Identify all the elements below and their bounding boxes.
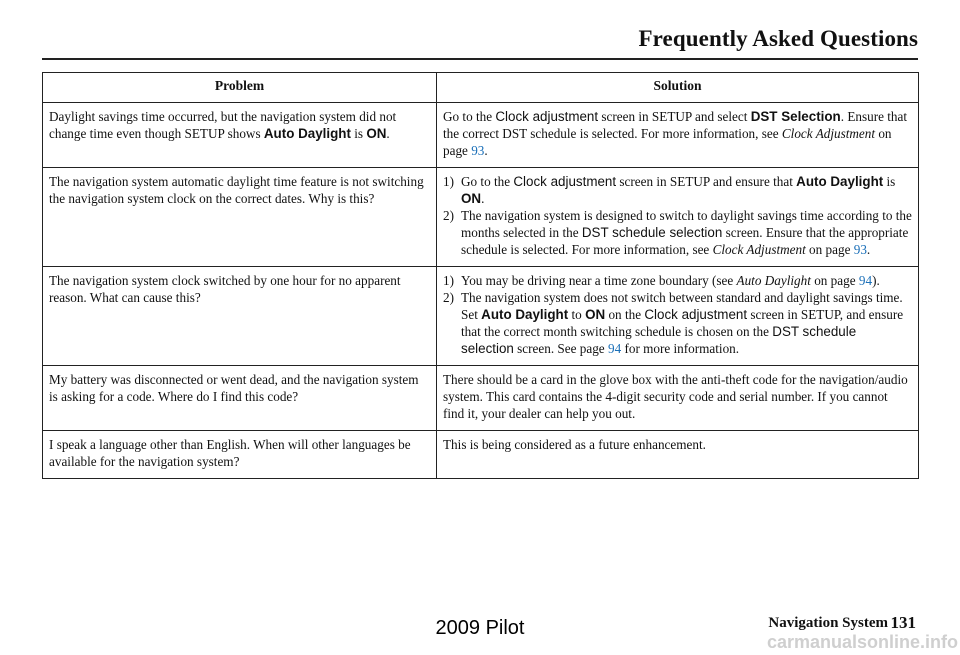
ui-term: Auto Daylight bbox=[481, 307, 569, 322]
table-row bbox=[43, 168, 919, 267]
model-watermark: 2009 Pilot bbox=[435, 617, 525, 639]
ui-term: ON bbox=[585, 307, 606, 322]
ui-term: Auto Daylight bbox=[263, 126, 351, 141]
ui-term: ON bbox=[366, 126, 387, 141]
column-header-solution: Solution bbox=[437, 73, 919, 103]
ui-term: DST schedule selection bbox=[581, 225, 723, 240]
problem-text: is bbox=[350, 126, 367, 141]
solution-text: ). bbox=[872, 273, 880, 288]
footer-section-label: Navigation System bbox=[768, 615, 888, 631]
solution-text: Go to the bbox=[461, 174, 514, 189]
step-number: 2) bbox=[443, 290, 454, 305]
column-header-problem: Problem bbox=[43, 73, 437, 103]
solution-cell: There should be a card in the glove box with the anti-theft code for the navigation/audio system. This card contains the 4-digit security code and serial number. If you cannot find it, your dealer can help you out. bbox=[437, 366, 919, 431]
title-divider bbox=[42, 58, 918, 60]
problem-cell: The navigation system automatic daylight time feature is not switching the navigation system clock on the correct dates. Why is this? bbox=[43, 168, 437, 267]
solution-text: . bbox=[484, 143, 488, 158]
page-number: 131 bbox=[890, 613, 916, 632]
page-title: Frequently Asked Questions bbox=[638, 26, 918, 51]
solution-cell bbox=[437, 168, 919, 267]
problem-cell: My battery was disconnected or went dead, and the navigation system is asking for a code. Where do I find this code? bbox=[43, 366, 437, 431]
section-reference: Clock Adjustment bbox=[712, 242, 806, 257]
ui-term: DST schedule selection bbox=[461, 324, 857, 356]
faq-table bbox=[42, 72, 919, 479]
table-row bbox=[43, 103, 919, 168]
ui-term: DST Selection bbox=[750, 109, 841, 124]
solution-text: on page bbox=[443, 126, 892, 158]
solution-text: screen. See page bbox=[513, 341, 608, 356]
solution-step bbox=[443, 207, 912, 258]
ui-term: ON bbox=[461, 191, 482, 206]
table-row bbox=[43, 431, 919, 479]
solution-step bbox=[443, 173, 912, 207]
solution-steps bbox=[443, 272, 912, 357]
solution-text: . Ensure that the correct DST schedule is selected. For more information, see bbox=[443, 109, 908, 141]
solution-cell bbox=[437, 267, 919, 366]
ui-term: Clock adjustment bbox=[513, 174, 617, 189]
section-reference: Auto Daylight bbox=[736, 273, 811, 288]
ui-term: Clock adjustment bbox=[644, 307, 748, 322]
ui-term: Auto Daylight bbox=[796, 174, 884, 189]
solution-text: on page bbox=[810, 273, 859, 288]
ui-term: Clock adjustment bbox=[495, 109, 599, 124]
table-row bbox=[43, 267, 919, 366]
problem-cell: I speak a language other than English. When will other languages be available for the navigation system? bbox=[43, 431, 437, 479]
solution-text: is bbox=[883, 174, 896, 189]
page-link[interactable]: 93 bbox=[853, 242, 867, 257]
solution-text: The navigation system does not switch between standard and daylight savings time. Set bbox=[461, 290, 903, 322]
step-number: 2) bbox=[443, 208, 454, 223]
solution-step bbox=[443, 289, 912, 357]
solution-text: . bbox=[866, 242, 871, 257]
solution-steps bbox=[443, 173, 912, 258]
solution-text: on the bbox=[605, 307, 645, 322]
solution-text: on page bbox=[805, 242, 854, 257]
solution-text: . bbox=[481, 191, 485, 206]
solution-step bbox=[443, 272, 912, 289]
solution-cell: This is being considered as a future enhancement. bbox=[437, 431, 919, 479]
solution-text: The navigation system is designed to switch to daylight savings time according to the months selected in the bbox=[461, 208, 912, 240]
problem-text: Daylight savings time occurred, but the navigation system did not change time even though SETUP shows bbox=[49, 109, 397, 141]
solution-text: Go to the bbox=[443, 109, 496, 124]
table-header-row bbox=[43, 73, 919, 103]
solution-text: for more information. bbox=[621, 341, 740, 356]
problem-cell bbox=[43, 103, 437, 168]
problem-text: . bbox=[386, 126, 390, 141]
solution-text: screen in SETUP, and ensure that the correct month switching schedule is chosen on the bbox=[461, 307, 904, 339]
site-watermark: carmanualsonline.info bbox=[766, 632, 958, 652]
solution-text: screen in SETUP and select bbox=[598, 109, 751, 124]
section-reference: Clock Adjustment bbox=[781, 126, 876, 141]
page-link[interactable]: 94 bbox=[607, 341, 622, 356]
solution-text: You may be driving near a time zone boundary (see bbox=[461, 273, 737, 288]
solution-text: to bbox=[568, 307, 586, 322]
page-link[interactable]: 93 bbox=[471, 143, 485, 158]
page-link[interactable]: 94 bbox=[858, 273, 873, 288]
step-number: 1) bbox=[443, 174, 454, 189]
step-number: 1) bbox=[443, 273, 454, 288]
solution-cell bbox=[437, 103, 919, 168]
solution-text: screen. Ensure that the appropriate schedule is selected. For more information, see bbox=[461, 225, 909, 257]
table-row bbox=[43, 366, 919, 431]
problem-cell: The navigation system clock switched by one hour for no apparent reason. What can cause this? bbox=[43, 267, 437, 366]
solution-text: screen in SETUP and ensure that bbox=[616, 174, 797, 189]
